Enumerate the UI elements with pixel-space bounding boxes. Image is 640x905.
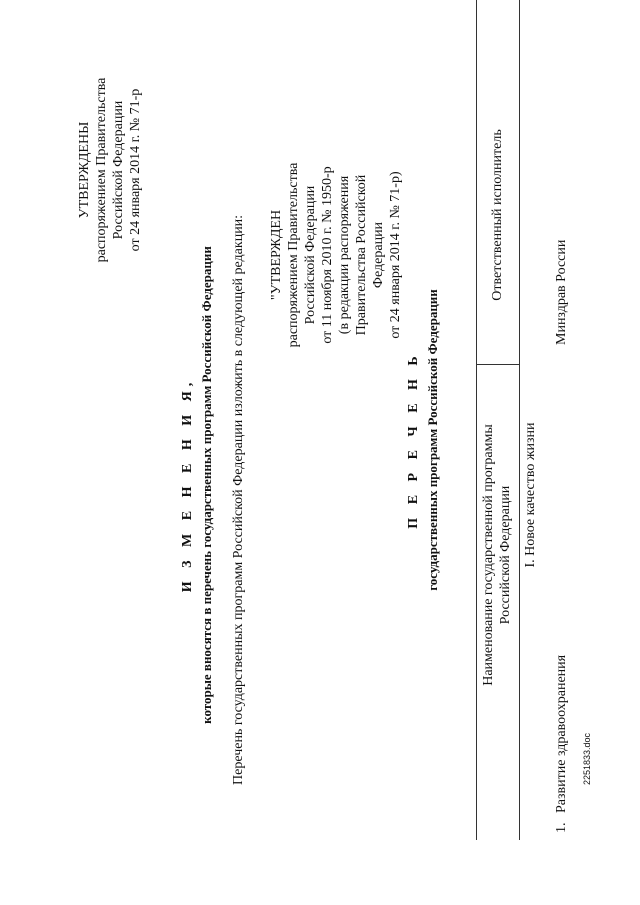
program-name: Развитие здравоохранения: [554, 654, 569, 813]
approval-line: Правительства Российской Федерации: [354, 174, 386, 336]
column-header-program: [480, 405, 514, 705]
list-title: [404, 140, 442, 740]
approval-line: от 24 января 2014 г. № 71-р): [388, 171, 403, 339]
approval-line: Российской Федерации: [111, 100, 126, 240]
table-top-rule: [476, 0, 477, 840]
column-header-line: Наименование государственной программы: [481, 424, 496, 686]
approval-line: от 24 января 2014 г. № 71-р: [128, 88, 143, 252]
table-header-rule: [519, 0, 520, 840]
approval-line: распоряжением Правительства: [286, 162, 301, 348]
row-number: 1.: [554, 822, 569, 833]
footer-filename: 2251833.doc: [582, 732, 592, 785]
list-heading: П Е Р Е Ч Е Н Ь: [406, 351, 421, 529]
approval-line: распоряжением Правительства: [94, 77, 109, 263]
changes-title: [178, 185, 216, 785]
column-header-line: Российской Федерации: [498, 485, 513, 625]
approval-line: от 11 ноября 2010 г. № 1950-р: [320, 166, 335, 344]
changes-intro: Перечень государственных программ Российской Федерации изложить в следующей редакции:: [231, 214, 246, 785]
approval-line: "УТВЕРЖДЕН: [269, 209, 284, 301]
changes-heading: И З М Е Н Е Н И Я,: [180, 377, 195, 593]
approval-line: Российской Федерации: [303, 185, 318, 325]
table-column-divider: [476, 364, 520, 365]
approval-stamp-top: [76, 55, 144, 285]
list-subheading: государственных программ Российской Федерации: [425, 289, 440, 591]
program-executor: Минздрав России: [554, 239, 569, 345]
approval-stamp-list: [268, 140, 404, 370]
approval-line: УТВЕРЖДЕНЫ: [77, 121, 92, 219]
changes-subheading: которые вносятся в перечень государственных программ Российской Федерации: [199, 246, 214, 724]
column-header-executor: Ответственный исполнитель: [490, 129, 505, 301]
approval-line: (в редакции распоряжения: [337, 175, 352, 335]
section-heading: I. Новое качество жизни: [523, 422, 538, 568]
